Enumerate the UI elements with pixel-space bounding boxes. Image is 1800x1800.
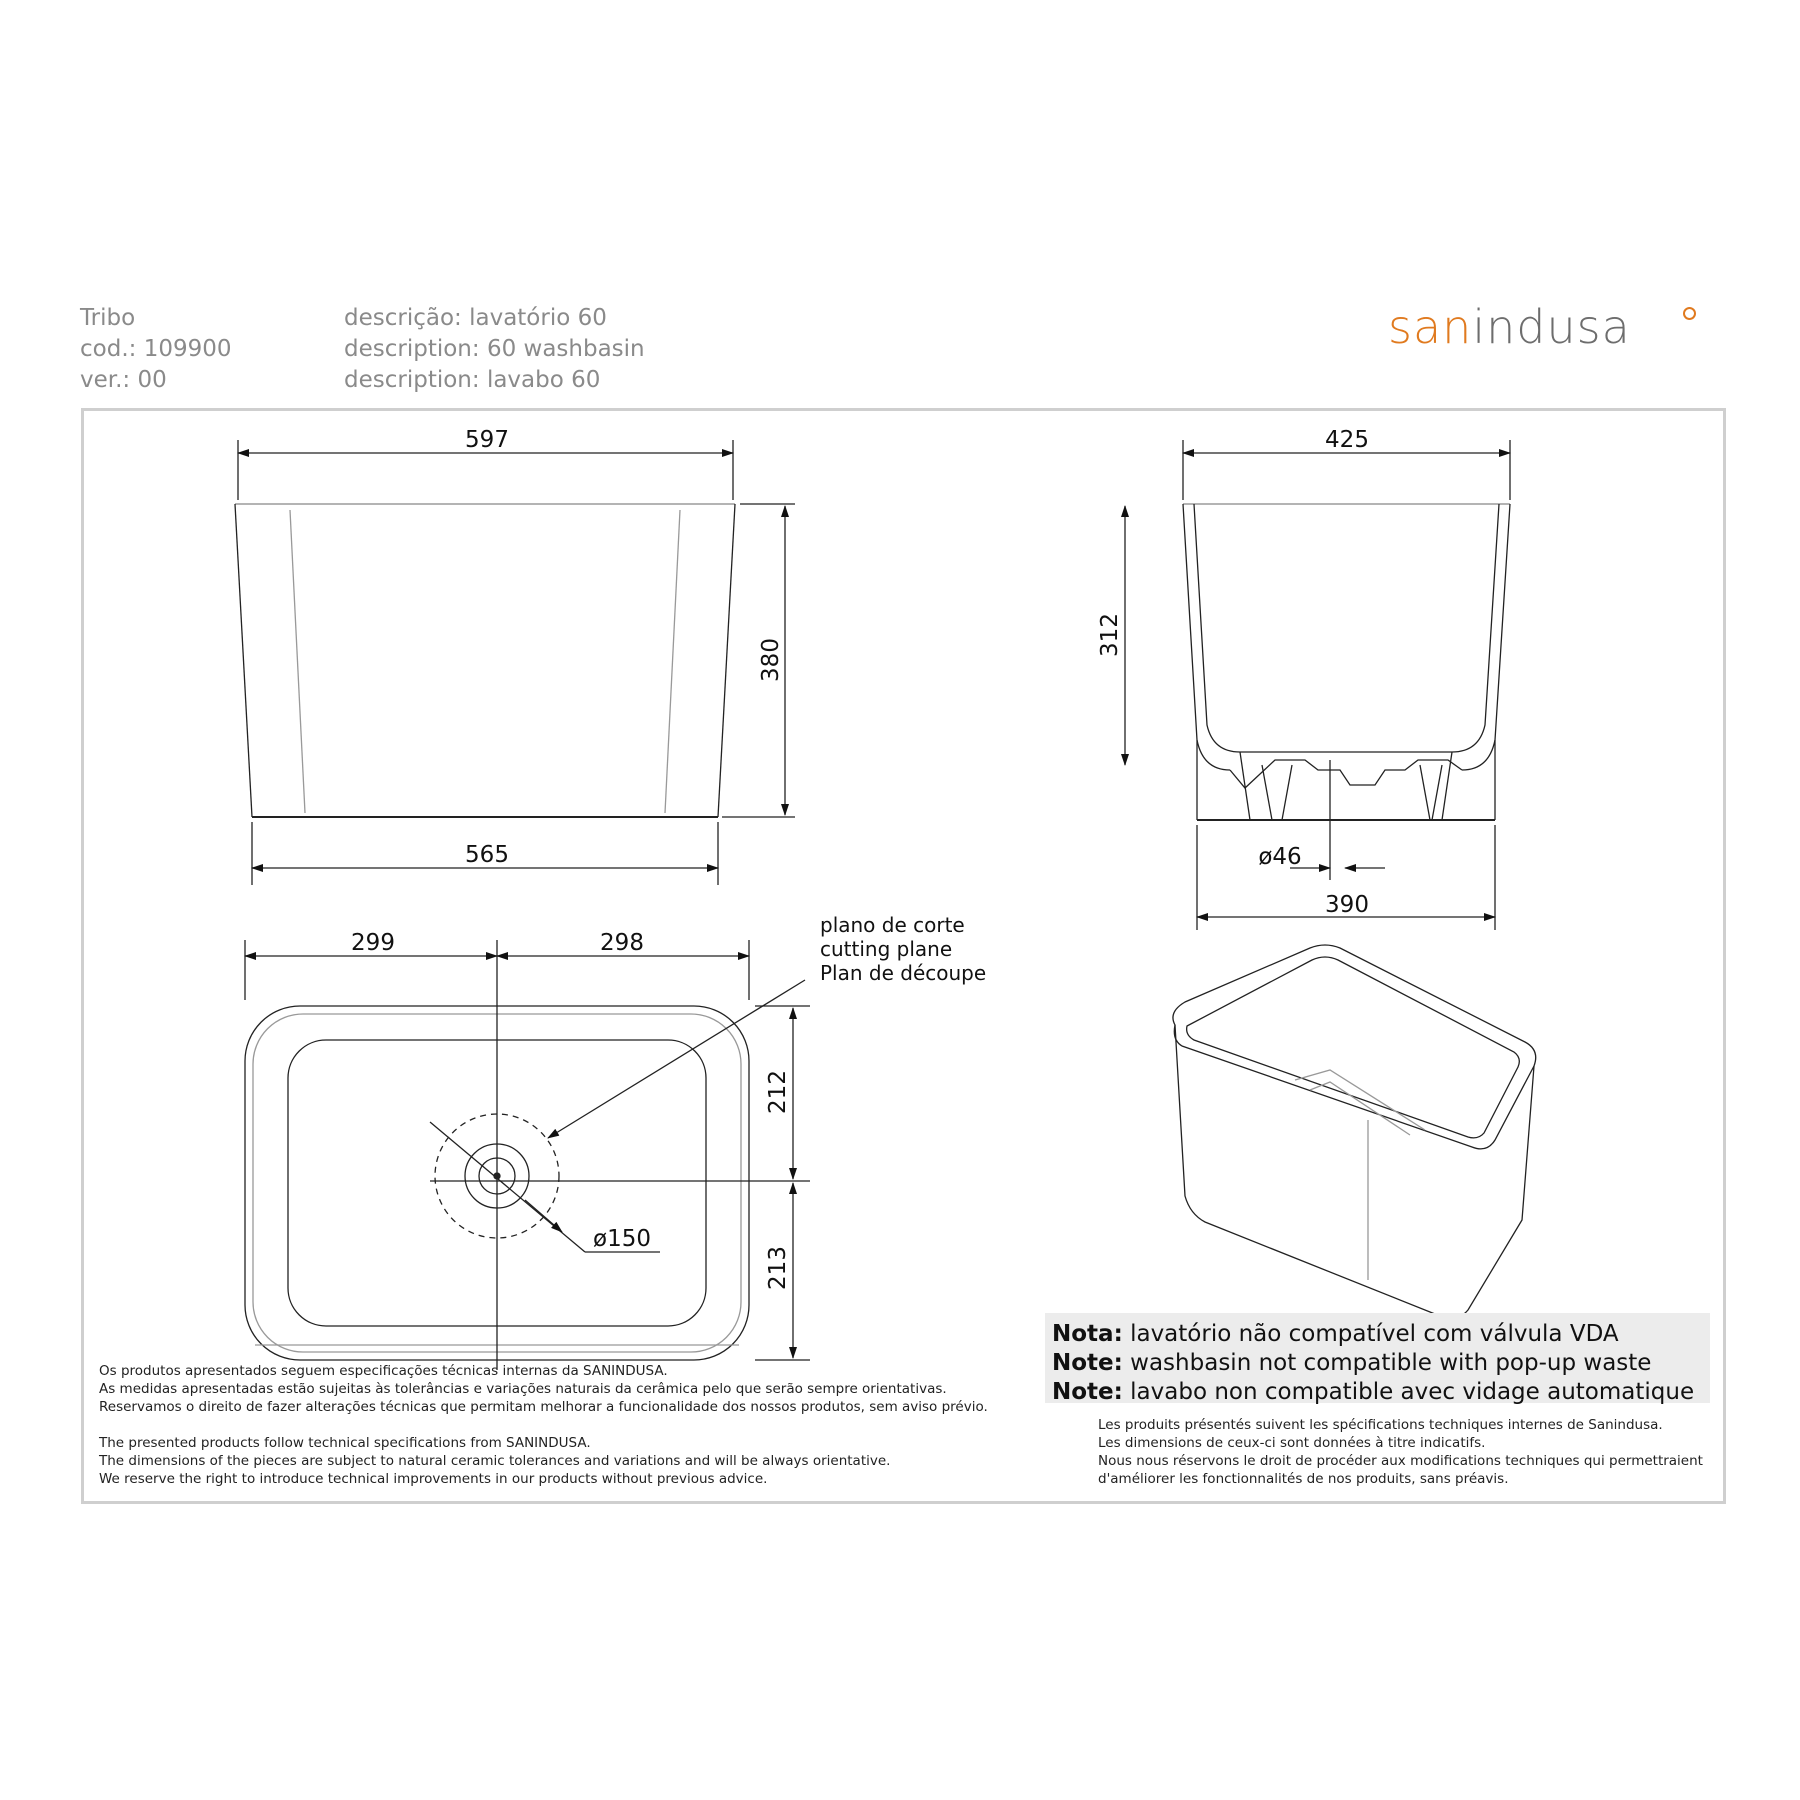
dim-plan-left: 299 (351, 930, 395, 956)
disclaimer-fr-4: d'améliorer les fonctionnalités de nos produits, sans préavis. (1098, 1471, 1509, 1487)
note-fr (1052, 1378, 1694, 1406)
cutting-plane-label-en: cutting plane (820, 937, 953, 961)
iso-view (1173, 945, 1536, 1318)
front-view (235, 440, 795, 885)
disclaimer-pt-2: As medidas apresentadas estão sujeitas às tolerâncias e variações naturais da cerâmica pelo que serão sempre orientativas. (99, 1381, 947, 1397)
cutting-plane-label-pt: plano de corte (820, 913, 965, 937)
note-pt-label: Nota: (1052, 1321, 1123, 1347)
product-version: ver.: 00 (80, 367, 167, 393)
dim-front-height: 380 (758, 638, 784, 682)
note-en-label: Note: (1052, 1350, 1123, 1376)
note-fr-text: lavabo non compatible avec vidage automatique (1130, 1379, 1695, 1405)
note-en (1052, 1349, 1651, 1377)
cutting-plane-label-fr: Plan de découpe (820, 961, 987, 985)
dim-side-height: 312 (1097, 613, 1123, 657)
plan-view (245, 940, 810, 1370)
disclaimer-en-1: The presented products follow technical specifications from SANINDUSA. (99, 1435, 591, 1451)
disclaimer-en-2: The dimensions of the pieces are subject to natural ceramic tolerances and variations and will be always orientative. (99, 1453, 891, 1469)
disclaimer-fr-3: Nous nous réservons le droit de procéder aux modifications techniques qui permettraient (1098, 1453, 1703, 1469)
disclaimer-fr-1: Les produits présentés suivent les spécifications techniques internes de Sanindusa. (1098, 1417, 1663, 1433)
dim-plan-right: 298 (600, 930, 644, 956)
dim-drain-diameter: ø46 (1258, 844, 1302, 870)
side-section-view (1125, 440, 1510, 930)
logo-part-indusa: indusa (1472, 300, 1631, 354)
description-en: description: 60 washbasin (344, 336, 645, 362)
note-pt-text: lavatório não compatível com válvula VDA (1130, 1321, 1619, 1347)
dim-plan-upper: 212 (765, 1070, 791, 1114)
dim-plan-lower: 213 (765, 1246, 791, 1290)
note-pt (1052, 1320, 1619, 1348)
note-en-text: washbasin not compatible with pop-up waste (1130, 1350, 1652, 1376)
disclaimer-pt-3: Reservamos o direito de fazer alterações técnicas que permitam melhorar a funcionalidade dos nossos produtos, sem aviso prévio. (99, 1399, 988, 1415)
product-name: Tribo (80, 305, 136, 331)
disclaimer-en-3: We reserve the right to introduce technical improvements in our products without previous advice. (99, 1471, 768, 1487)
logo-part-san: san (1388, 300, 1473, 354)
product-code: cod.: 109900 (80, 336, 232, 362)
dim-side-top-width: 425 (1325, 427, 1369, 453)
note-fr-label: Note: (1052, 1379, 1123, 1405)
description-pt: descrição: lavatório 60 (344, 305, 607, 331)
description-fr: description: lavabo 60 (344, 367, 601, 393)
disclaimer-pt-1: Os produtos apresentados seguem especificações técnicas internas da SANINDUSA. (99, 1363, 668, 1379)
dim-front-bottom-width: 565 (465, 842, 509, 868)
dim-plan-drain-diameter: ø150 (593, 1226, 651, 1252)
dim-side-bottom-width: 390 (1325, 892, 1369, 918)
disclaimer-fr-2: Les dimensions de ceux-ci sont données à titre indicatifs. (1098, 1435, 1486, 1451)
dim-front-top-width: 597 (465, 427, 509, 453)
